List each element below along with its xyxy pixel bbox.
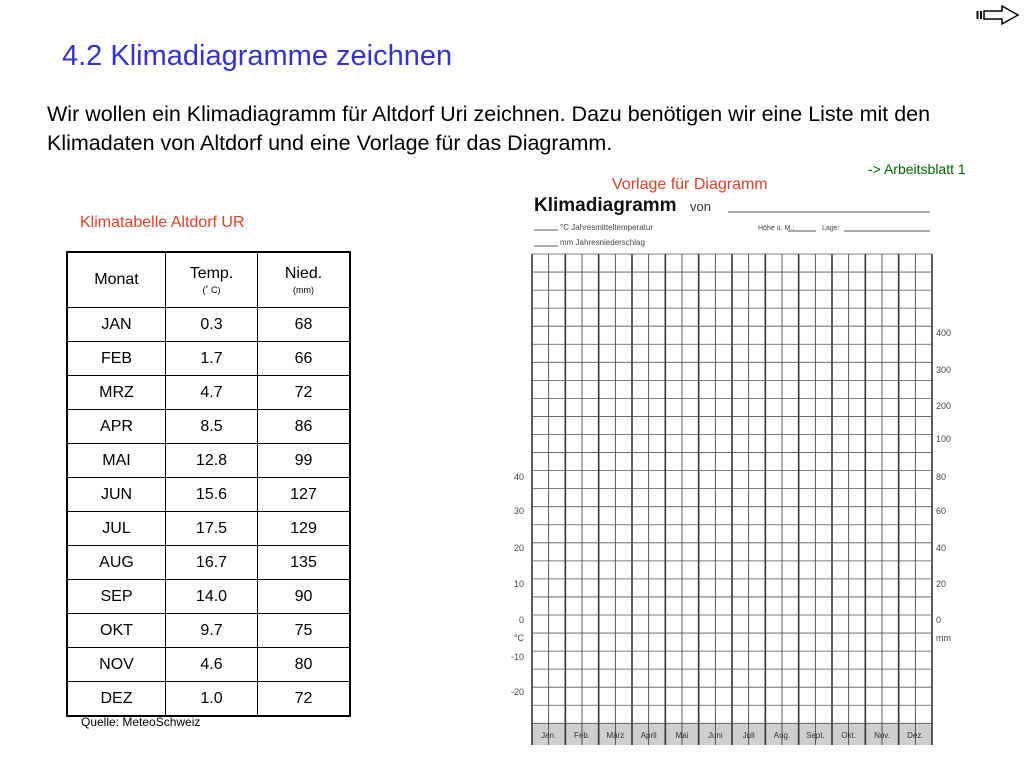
precip-cell: 99 (258, 444, 351, 478)
month-cell: OKT (67, 614, 166, 648)
left-tick-label: 0 (518, 615, 524, 625)
table-row (67, 580, 350, 614)
right-tick-label: 300 (936, 365, 952, 375)
temp-cell: 9.7 (166, 614, 258, 648)
month-label: Jan. (541, 731, 557, 740)
left-tick-label: -20 (510, 687, 524, 697)
month-label: Aug. (773, 731, 791, 740)
table-row (67, 376, 350, 410)
month-label: Juli (742, 731, 755, 740)
table-row (67, 410, 350, 444)
table-row (67, 546, 350, 580)
precip-cell: 66 (258, 342, 351, 376)
template-heading-von: von (690, 199, 711, 214)
precip-cell: 72 (258, 682, 351, 717)
precip-cell: 86 (258, 410, 351, 444)
right-tick-label: 400 (936, 328, 952, 338)
header-temp (166, 252, 258, 308)
climate-diagram-template (500, 190, 960, 750)
month-label: Okt. (841, 731, 857, 740)
month-cell: MRZ (67, 376, 166, 410)
month-label: März (606, 731, 625, 740)
month-cell: NOV (67, 648, 166, 682)
header-precip-label: Nied. (284, 265, 323, 282)
chart-grid (532, 254, 932, 745)
temp-cell: 4.6 (166, 648, 258, 682)
table-header-row (67, 252, 350, 308)
precip-cell: 72 (258, 376, 351, 410)
table-row (67, 682, 350, 717)
table-row (67, 444, 350, 478)
left-tick-label: -10 (510, 652, 524, 662)
intro-paragraph: Wir wollen ein Klimadiagramm für Altdorf Uri zeichnen. Dazu benötigen wir eine Liste mit den Klimadaten von Altdorf und eine Vorlage für das Diagramm. (47, 102, 931, 155)
header-temp-unit: (˚ C) (202, 285, 221, 295)
temp-cell: 15.6 (166, 478, 258, 512)
header-precip (258, 252, 351, 308)
table-row (67, 512, 350, 546)
month-cell: AUG (67, 546, 166, 580)
left-tick-label: 10 (513, 579, 524, 589)
table-body (67, 308, 350, 717)
table-caption: Klimatabelle Altdorf UR (80, 214, 245, 231)
precip-cell: 75 (258, 614, 351, 648)
table-row (67, 342, 350, 376)
right-tick-label: 60 (936, 506, 947, 516)
template-heading: Klimadiagramm (534, 195, 677, 216)
height-label: Höhe ü. M.: (758, 225, 795, 232)
table-row (67, 614, 350, 648)
climate-table (66, 251, 351, 717)
temp-cell: 16.7 (166, 546, 258, 580)
month-label: Dez. (907, 731, 924, 740)
right-tick-label: 80 (936, 472, 947, 482)
template-label: Vorlage für Diagramm (612, 176, 768, 193)
right-tick-label: 200 (936, 401, 952, 411)
chart-text (511, 195, 951, 740)
precip-cell: 80 (258, 648, 351, 682)
temp-cell: 0.3 (166, 308, 258, 342)
left-tick-label: 20 (513, 543, 524, 553)
temp-line-label: °C Jahresmitteltemperatur (560, 223, 654, 232)
month-cell: JAN (67, 308, 166, 342)
precip-cell: 129 (258, 512, 351, 546)
month-label: Feb. (573, 731, 591, 740)
precip-cell: 68 (258, 308, 351, 342)
header-month (67, 252, 166, 308)
right-tick-label: 40 (936, 543, 947, 553)
temp-cell: 14.0 (166, 580, 258, 614)
month-cell: FEB (67, 342, 166, 376)
temp-cell: 1.0 (166, 682, 258, 717)
temp-cell: 1.7 (166, 342, 258, 376)
right-tick-label: 0 (936, 615, 942, 625)
precip-cell: 127 (258, 478, 351, 512)
month-cell: DEZ (67, 682, 166, 717)
table-row (67, 308, 350, 342)
table-row (67, 478, 350, 512)
right-tick-label: mm (936, 633, 951, 643)
month-cell: JUL (67, 512, 166, 546)
left-tick-label: 40 (513, 472, 524, 482)
header-temp-label: Temp. (189, 265, 234, 282)
temp-cell: 4.7 (166, 376, 258, 410)
location-label: Lage: (822, 225, 840, 232)
month-cell: JUN (67, 478, 166, 512)
month-label: April (640, 731, 657, 740)
month-label: Nov. (874, 731, 890, 740)
month-cell: SEP (67, 580, 166, 614)
left-tick-label: 30 (513, 506, 524, 516)
month-label: Sept. (805, 731, 825, 740)
precip-cell: 135 (258, 546, 351, 580)
table-row (67, 648, 350, 682)
precip-cell: 90 (258, 580, 351, 614)
month-label: Juni (707, 731, 723, 740)
month-cell: MAI (67, 444, 166, 478)
right-tick-label: 100 (936, 434, 952, 444)
temp-cell: 12.8 (166, 444, 258, 478)
worksheet-link[interactable]: -> Arbeitsblatt 1 (868, 161, 966, 177)
temp-cell: 8.5 (166, 410, 258, 444)
right-tick-label: 20 (936, 579, 947, 589)
temp-cell: 17.5 (166, 512, 258, 546)
precip-line-label: mm Jahresniederschlag (560, 238, 645, 247)
header-precip-unit: (mm) (293, 285, 314, 295)
page-title: 4.2 Klimadiagramme zeichnen (62, 40, 453, 72)
header-month-label: Monat (94, 271, 139, 288)
left-tick-label: °C (513, 633, 524, 643)
source-note: Quelle: MeteoSchweiz (81, 715, 201, 729)
month-cell: APR (67, 410, 166, 444)
month-label: Mai (675, 731, 689, 740)
forward-arrow-icon[interactable] (976, 4, 1020, 26)
